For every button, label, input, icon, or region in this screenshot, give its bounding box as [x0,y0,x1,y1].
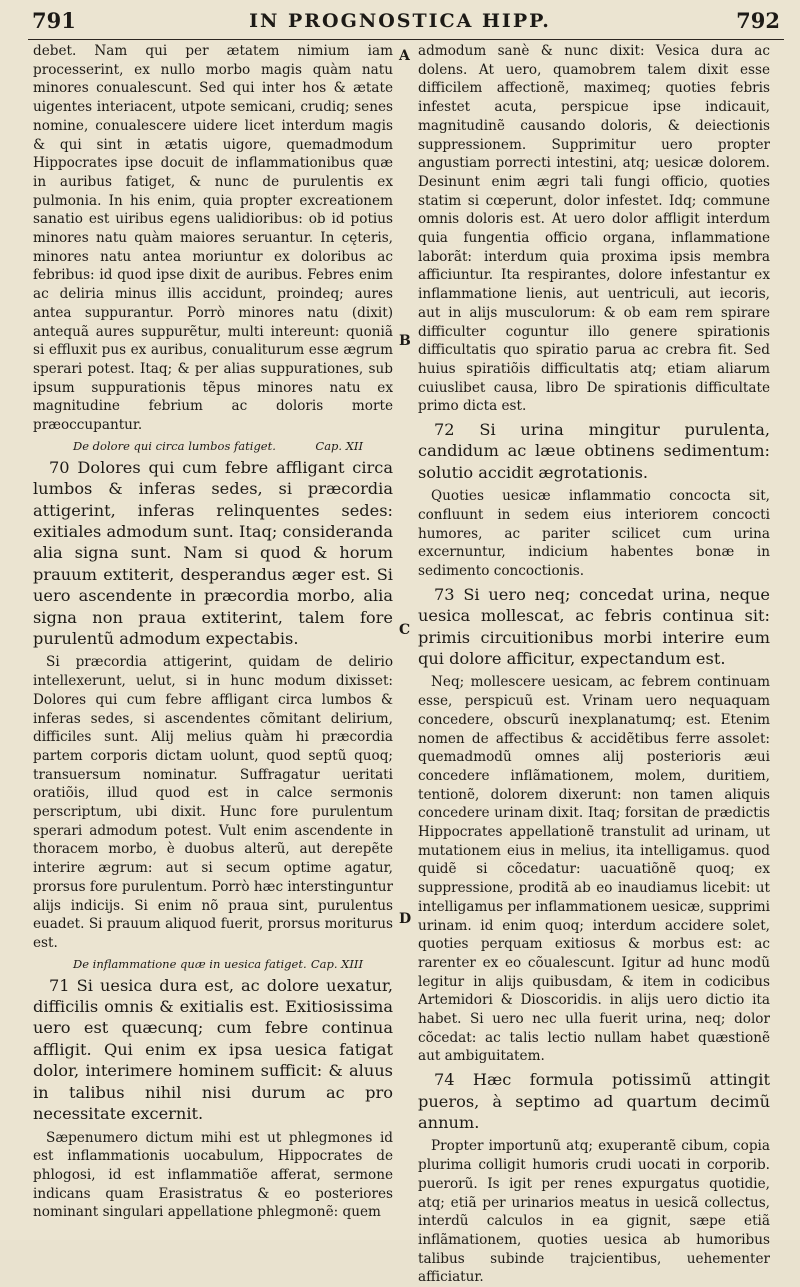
rubric-chapter: Cap. XII [315,438,363,453]
margin-letter-a: A [399,48,410,64]
rubric-title: De inflammatione quæ in uesica fatiget. [73,956,307,971]
chapter-rubric [73,437,393,455]
page-number-right: 792 [736,8,780,33]
header-rule [28,39,784,40]
right-column [418,42,770,1287]
commentary-paragraph: Quoties uesicæ inflammatio concocta sit, confluunt in sedem eius interiorem concocti humores, ac pariter scilicet cum urina excernuntur, indicium habentes bonæ in sedimento concoctionis. [418,488,770,580]
page-number-left: 791 [32,8,76,33]
rubric-title: De dolore qui circa lumbos fatiget. [73,438,276,453]
page-header [0,2,800,40]
chapter-rubric [73,955,393,973]
aphorism-text: 70 Dolores qui cum febre affligant circa lumbos & inferas sedes, si præcordia attigerint, inferas relinquentes sedes: exitiales admodum sunt. Itaq; consideranda alia signa sunt. Nam si quod & horum prauum extiterit, desperandus æger est. Si uero ascendente in præcordia morbo, alia signa non praua extiterint, talem fore purulentũ admodum expectabis. [33,457,393,649]
aphorism-text: 71 Si uesica dura est, ac dolore uexatur, difficilis omnis & exitialis est. Exitiosissima uero est quæcunq; cum febre continua affligit. Qui enim ex ipsa uesica fatigat dolor, interimere hominem sufficit: & aluus in talibus nihil nisi durum ac pro necessitate excernit. [33,975,393,1124]
commentary-paragraph: admodum sanè & nunc dixit: Vesica dura ac dolens. At uero, quamobrem talem dixit esse difficilem affectionẽ, maximeq; quoties febris infestet acuta, perspicue ipse indicauit, magnitudinẽ causando doloris, & deiectionis suppressionem. Supprimitur uero propter angustiam porrecti intestini, atq; uesicæ dolorem. Desinunt enim ægri tali fungi officio, quoties statim si cœperunt, dolor infestet. Idq; commune omnis doloris est. At uero dolor affligit interdum quia fungentia officio organa, inflammatione laborãt: interdum quia proxima ipsis membra afficiuntur. Ita respirantes, dolore infestantur ex inflammatione lienis, aut uentriculi, aut iecoris, aut in alijs musculorum: & ob eam rem spirare difficulter coguntur illo genere spirationis difficultatis quo spiratio parua ac crebra fit. Sed huius spiratiõis difficultatis atq; etiam aliarum cuiuslibet causa, libro De spirationis difficultate primo dicta est. [418,43,770,415]
aphorism-text: 72 Si urina mingitur purulenta, candidum ac læue obtinens sedimentum: solutio accidit ægrotationis. [418,420,770,482]
rubric-chapter: Cap. XIII [310,956,363,971]
margin-letter-d: D [399,911,412,927]
left-column [33,42,393,1222]
commentary-paragraph: Sæpenumero dictum mihi est ut phlegmones id est inflammationis uocabulum, Hippocrates de phlogosi, id est inflammatiõe afferat, sermone indicans quam Erasistratus & eo posteriores nominant singulari appellatione phlegmonẽ: quem [33,1129,393,1221]
commentary-paragraph: Neq; mollescere uesicam, ac febrem continuam esse, perspicuũ est. Vrinam uero nequaquam concedere, obscurũ inexplanatumq; est. Etenim nomen de affectibus & accidẽtibus ferre assolet: quemadmodũ omnes alij posterioris æui concedere inflãmationem, molem, duritiem, tentionẽ, dolorem dixerunt: non tamen aliquis concedere urinam dixit. Itaq; forsitan de prædictis Hippocrates appellationẽ transtulit ad urinam, ut mutationem eius in melius, ita intelligamus. quod quidẽ si cõcedatur: uacuatiõnẽ quoq; ex suppressione, proditã ab eo inaudiamus licebit: ut intelligamus per inflammationem uesicæ, supprimi urinam. id enim quoq; interdum accidere solet, quoties perquam exitiosus & morbus est: ac rarenter ex eo cõualescunt. Igitur ad hunc modũ legitur in alijs quibusdam, & item in codicibus Artemidori & Dioscoridis. in alijs uero dictio ita habet. Si uero nec ulla fuerit urina, neq; dolor cõcedat: ac talis lectio nullam habet quæstionẽ aut ambiguitatem. [418,674,770,1065]
margin-letter-c: C [399,622,411,638]
commentary-paragraph: debet. Nam qui per ætatem nimium iam processerint, ex nullo morbo magis quàm natu minores conualescunt. Sed qui inter hos & ætate uigentes interiacent, utpote semicani, crudiq; senes nomine, conualescere uidere licet interdum magis & qui sint in ætatis uigore, quemadmodum Hippocrates ipse docuit de inflammationibus quæ in auribus fatiget, & nunc de purulentis ex pulmonia. In his enim, quia propter excreationem sanatio est uiribus egens ualidioribus: ob id potius minores natu quàm maiores seruantur. In cęteris, minores natu antea moriuntur ex doloribus ac febribus: id quod ipse dixit de auribus. Febres enim ac deliria minus illis accidunt, proindeq; aures antea suppurantur. Porrò minores natu (dixit) antequã aures suppurẽtur, multi intereunt: quoniã si effluxit pus ex auribus, conualiturum esse ægrum sperari potest. Itaq; & per alias suppurationes, sub ipsum suppurationis tẽpus minores natu ex magnitudine febrium ac doloris morte præoccupantur. [33,43,393,434]
commentary-paragraph: Si præcordia attigerint, quidam de delirio intellexerunt, uelut, si in hunc modum dixisset: Dolores qui cum febre affligant circa lumbos & inferas sedes, si ascendentes cõmitant delirium, difficiles sunt. Alij melius quàm hi præcordia partem corporis dictam uolunt, quod septũ quoq; transuersum nominatur. Suffragatur ueritati oratiõis, illud quod est in calce sermonis perscriptum, ubi dixit. Hunc fore purulentum sperari admodum potest. Vult enim ascendente in thoracem morbo, è duobus alterũ, aut derepẽte interire ægrum: aut si secum optime agatur, prorsus fore purulentum. Porrò hæc interstinguntur alijs indicijs. Si enim nõ praua sint, purulentus euadet. Si prauum aliquod fuerit, prorsus moriturus est. [33,654,393,951]
running-head: IN PROGNOSTICA HIPP. [249,10,551,32]
commentary-paragraph: Propter importunũ atq; exuperantẽ cibum, copia plurima colligit humoris crudi uocati in corporib. puerorũ. Is igit per renes expurgatus quotidie, atq; etiã per urinarios meatus in uesicã collectus, interdũ calculos in ea gignit, sæpe etiã inflãmationem, quoties uesica ab humoribus talibus subinde trajcientibus, uehementer afficiatur. [418,1138,770,1286]
aphorism-text: 74 Hæc formula potissimũ attingit pueros, à septimo ad quartum decimũ annum. [418,1070,770,1132]
margin-letter-b: B [399,333,411,349]
aphorism-text: 73 Si uero neq; concedat urina, neque uesica mollescat, ac febris continua sit: primis circuitionibus morbi interire eum qui dolore afficitur, expectandum est. [418,584,770,669]
